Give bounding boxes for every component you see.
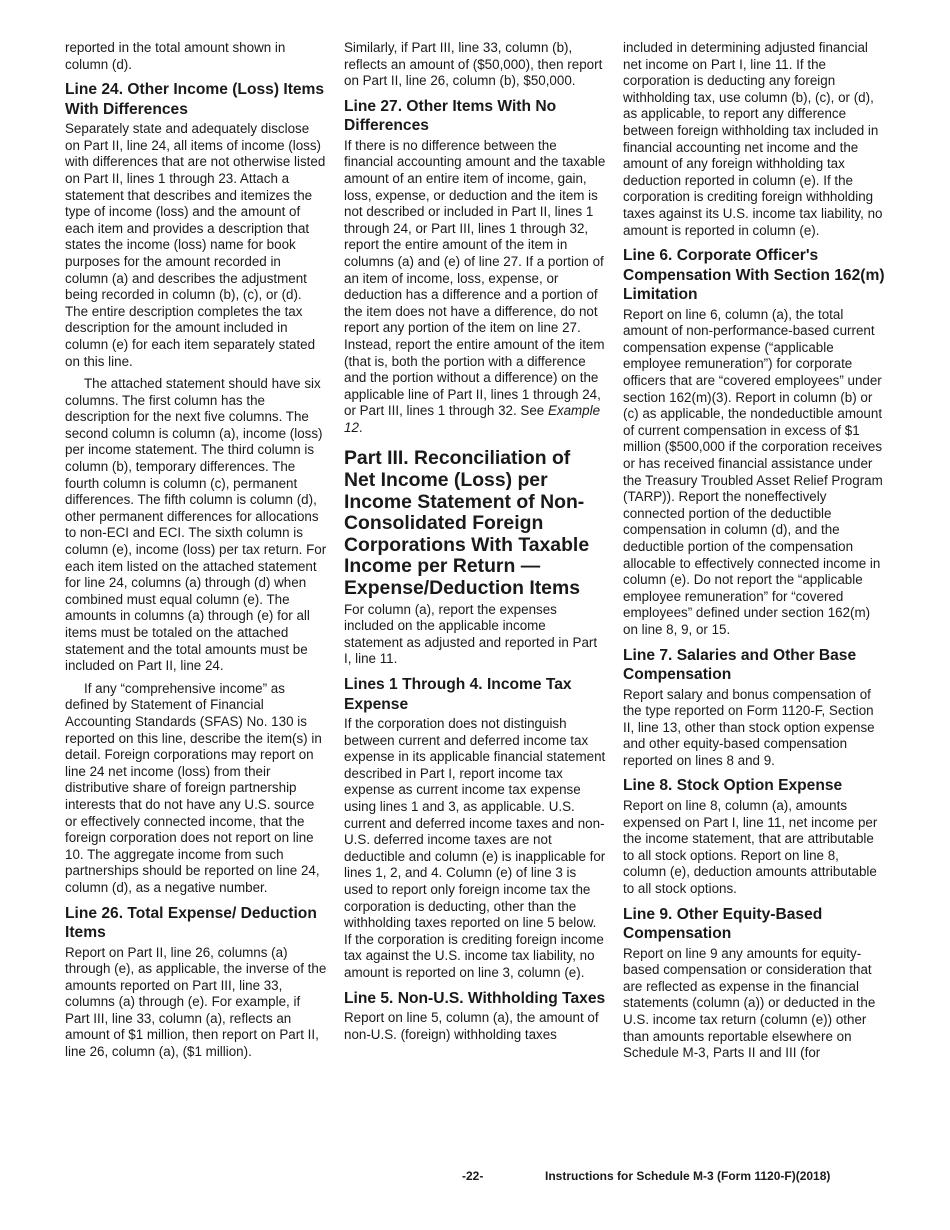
column-3 [623, 40, 885, 1062]
line8-heading: Line 8. Stock Option Expense [623, 777, 843, 795]
line9-heading: Line 9. Other Equity-Based Compensation [623, 905, 823, 943]
col3-intro-paragraph: included in determining adjusted financial net income on Part I, line 11. If the corporation is deducting any foreign withholding tax, use column (b), (c), or (d), as applicable, to report any difference between foreign withholding tax included in financial accounting net income and the amount of any foreign withholding tax deduction reported in column (e). If the corporation is crediting foreign withholding taxes against its U.S. income tax liability, no amount is reported in column (e). [623, 40, 883, 238]
line6-paragraph: Report on line 6, column (a), the total amount of non-performance-based current compensation expense (“applicable employee remuneration”) for corporate officers that are “covered employees” under section 162(m)(3). Report in column (b) or (c) as applicable, the nondeductible amount of current compensation in excess of $1 million ($500,000 if the corporation receives or has received financial assistance under the Treasury Troubled Asset Relief Program (TARP)). Report the noneffectively connected portion of the deductible compensation in column (d), and the deductible portion of the compensation allocable to effectively connected income in column (e). Do not report the “applicable employee remuneration” for “covered employees” defined under section 162(m) on line 8, 9, or 15. [623, 306, 883, 637]
footer-title: Instructions for Schedule M-3 (Form 1120-F)(2018) [545, 1169, 831, 1183]
line7-paragraph: Report salary and bonus compensation of the type reported on Form 1120-F, Section II, line 13, other than stock option expense and other equity-based compensation reported on lines 8 and 9. [623, 686, 875, 768]
part3-heading: Part III. Reconciliation of Net Income (Loss) per Income Statement of Non-Consolidated Foreign Corporations With Taxable Income per Return — Expense/Deduction Items [344, 447, 590, 600]
line27-text: If there is no difference between the financial accounting amount and the taxable amount of an entire item of income, gain, loss, expense, or deduction and the item is not described or included in Part II, lines 1 through 24, or Part III, lines 1 through 32, report the entire amount of the item in columns (a) and (e) of line 27. If a portion of an item of income, loss, expense, or deduction has a difference and a portion of the item does not have a difference, do not report any portion of the item on line 27. Instead, report the entire amount of the item (that is, both the portion with a difference and the portion without a difference) on the applicable line of Part II, lines 1 through 24, or Part III, lines 1 through 32. See [344, 137, 606, 419]
line7-heading: Line 7. Salaries and Other Base Compensation [623, 646, 857, 683]
line5-heading: Line 5. Non-U.S. Withholding Taxes [344, 989, 606, 1007]
lines1-4-heading: Lines 1 Through 4. Income Tax Expense [344, 676, 572, 713]
line24-heading: Line 24. Other Income (Loss) Items With Differences [65, 81, 325, 118]
page-number: -22- [462, 1169, 484, 1183]
line5-paragraph: Report on line 5, column (a), the amount of non-U.S. (foreign) withholding taxes [344, 1010, 599, 1042]
line27-paragraph [344, 138, 606, 437]
line26-heading: Line 26. Total Expense/ Deduction Items [65, 904, 317, 941]
line26-paragraph: Report on Part II, line 26, columns (a) through (e), as applicable, the inverse of the amounts reported on Part III, line 33, columns (a) through (e). For example, if Part III, line 33, column (a), reflects an amount of $1 million, then report on Part II, line 26, column (a), ($1 million). [65, 944, 327, 1060]
line24-paragraph-1: Separately state and adequately disclose on Part II, line 24, all items of income (loss) with differences that are not otherwise listed on Part II, lines 1 through 23. Attach a statement that describes and itemizes the type of income (loss) and the amount of each item and provides a description that states the income (loss) name for book purposes for the amount recorded in column (a) and describes the adjustment being recorded in column (b), (c), or (d). The entire description completes the tax description for the amount included in column (e) for each item separately stated on this line. [65, 121, 326, 369]
col2-intro-paragraph: Similarly, if Part III, line 33, column (b), reflects an amount of ($50,000), then report on Part II, line 26, column (b), $50,000. [344, 40, 603, 89]
line27-text-end: . [358, 419, 363, 435]
line24-paragraph-3: If any “comprehensive income” as defined by Statement of Financial Accounting Standards (SFAS) No. 130 is reported on this line, describe the item(s) in detail. Foreign corporations may report on line 24 net income (loss) from their distributive share of foreign partnership interests that do not have any U.S. source or effectively connected income, that the foreign corporation does not report on line 10. The aggregate income from such partnerships should be reported on line 24, column (d), as a negative number. [65, 680, 322, 895]
column-2 [344, 40, 606, 1043]
lines1-4-paragraph: If the corporation does not distinguish between current and deferred income tax expense in its applicable financial statement described in Part I, report income tax expense as current income tax expense using lines 1 and 3, as applicable. U.S. current and deferred income taxes and non-U.S. deferred income taxes are not deductible and column (e) is inapplicable for lines 1, 2, and 4. Column (e) of line 3 is used to report only foreign income tax the corporation is deducting, other than the withholding taxes reported on line 5 below. If the corporation is crediting foreign income tax against the U.S. income tax liability, no amount is reported on line 3, column (e). [344, 716, 606, 980]
part3-paragraph: For column (a), report the expenses included on the applicable income statement as adjusted and reported in Part I, line 11. [344, 601, 598, 667]
line6-heading: Line 6. Corporate Officer's Compensation With Section 162(m) Limitation [623, 247, 885, 304]
line24-paragraph-2: The attached statement should have six columns. The first column has the description for the next five columns. The second column is column (a), income (loss) per income statement. The third column is column (b), temporary differences. The fourth column is column (c), permanent differences. The fifth column is column (d), other permanent differences for allocations to non-ECI and ECI. The sixth column is column (e), income (loss) per tax return. For each item listed on the attached statement for line 24, columns (a) through (d) when combined must equal column (e). The amounts in columns (a) through (e) for all items must be totaled on the attached statement and the total amounts must be included on Part II, line 24. [65, 376, 327, 674]
col1-intro-paragraph: reported in the total amount shown in column (d). [65, 40, 286, 72]
line8-paragraph: Report on line 8, column (a), amounts expensed on Part I, line 11, net income per the income statement, that are attributable to all stock options. Report on line 8, column (e), deduction amounts attributable to all stock options. [623, 797, 878, 896]
example-12-reference: Example 12 [344, 403, 601, 435]
line27-heading: Line 27. Other Items With No Differences [344, 97, 557, 135]
line9-paragraph: Report on line 9 any amounts for equity-based compensation or consideration that are reflected as expense in the financial statements (column (a)) or deducted in the U.S. income tax return (column (e)) other than amounts reportable elsewhere on Schedule M-3, Parts II and III (for [623, 945, 876, 1061]
column-1 [65, 40, 327, 1061]
